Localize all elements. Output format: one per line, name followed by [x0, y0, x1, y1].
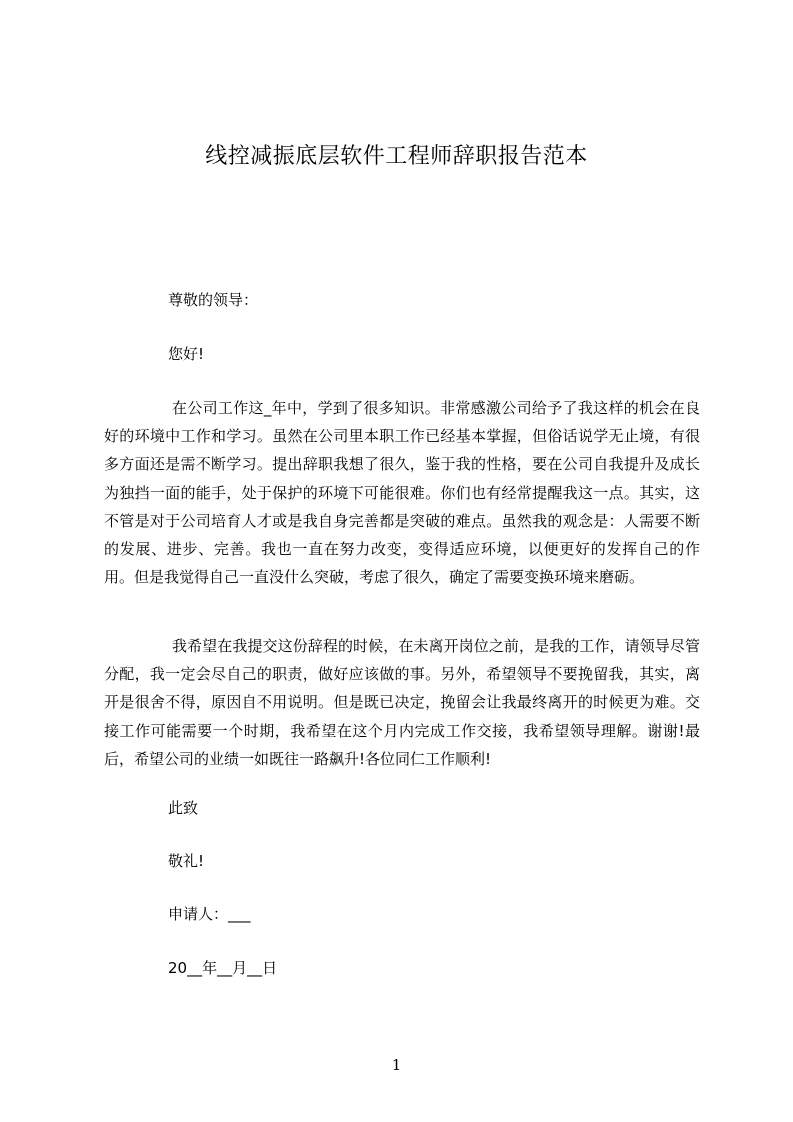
- applicant-line: 申请人：___: [168, 905, 251, 923]
- greeting: 您好!: [168, 345, 205, 363]
- salutation: 尊敬的领导：: [168, 291, 259, 309]
- body-paragraph-2: 我希望在我提交这份辞程的时候，在未离开岗位之前，是我的工作，请领导尽管分配，我一定会尽自己的职责，做好应该做的事。另外，希望领导不要挽留我，其实，离开是很舍不得，原因自不用说明。但是既已决定，挽留会让我最终离开的时候更为难。交接工作可能需要一个时期，我希望在这个月内完成工作交接，我希望领导理解。谢谢!最后，希望公司的业绩一如既往一路飙升!各位同仁工作顺利!: [104, 637, 700, 768]
- date-line: 20__年__月__日: [168, 959, 278, 977]
- document-title: 线控减振底层软件工程师辞职报告范本: [205, 144, 588, 169]
- closing-line-2: 敬礼!: [168, 852, 205, 870]
- closing-line-1: 此致: [168, 799, 199, 817]
- page-number: 1: [391, 1056, 402, 1074]
- body-paragraph-1: 在公司工作这_年中，学到了很多知识。非常感激公司给予了我这样的机会在良好的环境中工作和学习。虽然在公司里本职工作已经基本掌握，但俗话说学无止境，有很多方面还是需不断学习。提出辞职我想了很久，鉴于我的性格，要在公司自我提升及成长为独挡一面的能手，处于保护的环境下可能很难。你们也有经常提醒我这一点。其实，这不管是对于公司培育人才或是我自身完善都是突破的难点。虽然我的观念是：人需要不断的发展、进步、完善。我也一直在努力改变，变得适应环境，以便更好的发挥自己的作用。但是我觉得自己一直没什么突破，考虑了很久，确定了需要变换环境来磨砺。: [104, 399, 700, 587]
